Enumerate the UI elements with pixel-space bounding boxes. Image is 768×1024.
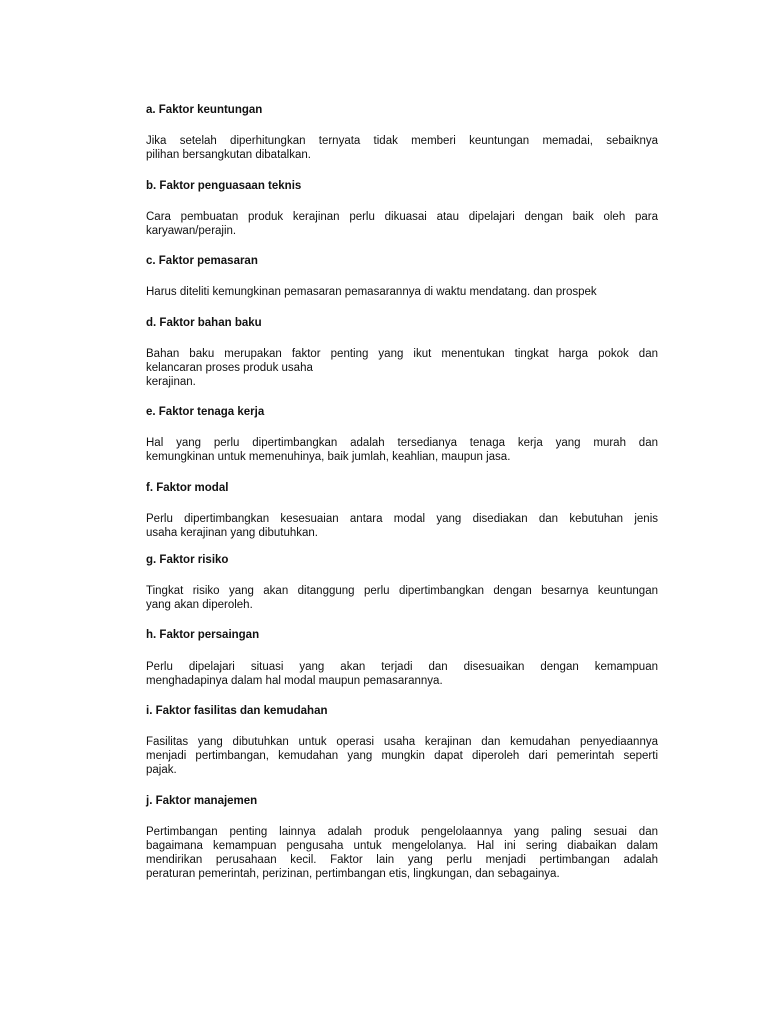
paragraph-line: Perlu dipertimbangkan kesesuaian antara modal yang disediakan dan kebutuhan jenis: [146, 513, 658, 525]
section-bahan-baku-body: [146, 347, 658, 389]
section-paragraph: [146, 347, 658, 389]
section-paragraph: [146, 134, 658, 162]
section-bahan-baku: [146, 316, 658, 330]
section-risiko-body: [146, 584, 658, 612]
section-keuntungan: [146, 103, 658, 117]
paragraph-line: Harus diteliti kemungkinan pemasaran pemasarannya di waktu mendatang. dan prospek: [146, 286, 597, 298]
paragraph-line: yang akan diperoleh.: [146, 599, 253, 611]
section-keuntungan-body: [146, 134, 658, 162]
paragraph-line: menghadapinya dalam hal modal maupun pemasarannya.: [146, 675, 443, 687]
paragraph-line: Perlu dipelajari situasi yang akan terjadi dan disesuaikan dengan kemampuan: [146, 661, 658, 673]
section-penguasaan-teknis: [146, 179, 658, 193]
paragraph-line: kelancaran proses produk usaha: [146, 362, 313, 374]
section-heading: h. Faktor persaingan: [146, 629, 260, 641]
section-heading: i. Faktor fasilitas dan kemudahan: [146, 705, 328, 717]
paragraph-line: Cara pembuatan produk kerajinan perlu dikuasai atau dipelajari dengan baik oleh para: [146, 211, 658, 223]
section-fasilitas-kemudahan-body: [146, 735, 658, 777]
section-paragraph: [146, 210, 658, 238]
section-paragraph: [146, 660, 658, 688]
section-tenaga-kerja: [146, 405, 658, 419]
paragraph-line: mendirikan perusahaan kecil. Faktor lain yang perlu menjadi pertimbangan adalah: [146, 854, 658, 866]
section-penguasaan-teknis-body: [146, 210, 658, 238]
paragraph-line: kemungkinan untuk memenuhinya, baik jumlah, keahlian, maupun jasa.: [146, 451, 511, 463]
paragraph-line: Jika setelah diperhitungkan ternyata tidak memberi keuntungan memadai, sebaiknya: [146, 135, 658, 147]
paragraph-line: usaha kerajinan yang dibutuhkan.: [146, 527, 318, 539]
paragraph-line: bagaimana kemampuan pengusaha untuk mengelolanya. Hal ini sering diabaikan dalam: [146, 840, 658, 852]
paragraph-line: peraturan pemerintah, perizinan, pertimbangan etis, lingkungan, dan sebagainya.: [146, 868, 560, 880]
section-manajemen-body: [146, 825, 658, 881]
section-persaingan-body: [146, 660, 658, 688]
section-tenaga-kerja-body: [146, 436, 658, 464]
section-persaingan: [146, 628, 658, 642]
paragraph-line: Tingkat risiko yang akan ditanggung perlu dipertimbangkan dengan besarnya keuntungan: [146, 585, 658, 597]
paragraph-line: Bahan baku merupakan faktor penting yang ikut menentukan tingkat harga pokok dan: [146, 348, 658, 360]
section-heading: a. Faktor keuntungan: [146, 104, 263, 116]
section-fasilitas-kemudahan: [146, 704, 658, 718]
section-heading: c. Faktor pemasaran: [146, 255, 258, 267]
paragraph-line: karyawan/perajin.: [146, 225, 237, 237]
paragraph-line: pilihan bersangkutan dibatalkan.: [146, 149, 311, 161]
section-risiko: [146, 553, 658, 567]
section-heading: g. Faktor risiko: [146, 554, 229, 566]
paragraph-line: pajak.: [146, 764, 177, 776]
section-heading: d. Faktor bahan baku: [146, 317, 262, 329]
section-pemasaran-body: [146, 285, 658, 299]
paragraph-line: Hal yang perlu dipertimbangkan adalah tersedianya tenaga kerja yang murah dan: [146, 437, 658, 449]
section-modal: [146, 481, 658, 495]
section-paragraph: [146, 512, 658, 540]
section-paragraph: [146, 285, 658, 299]
paragraph-line: menjadi pertimbangan, kemudahan yang mungkin dapat diperoleh dari pemerintah seperti: [146, 750, 658, 762]
section-paragraph: [146, 735, 658, 777]
section-heading: j. Faktor manajemen: [146, 795, 258, 807]
section-manajemen: [146, 794, 658, 808]
section-paragraph: [146, 825, 658, 881]
section-modal-body: [146, 512, 658, 540]
paragraph-line: Fasilitas yang dibutuhkan untuk operasi usaha kerajinan dan kemudahan penyediaannya: [146, 736, 658, 748]
section-pemasaran: [146, 254, 658, 268]
section-heading: f. Faktor modal: [146, 482, 229, 494]
section-paragraph: [146, 584, 658, 612]
section-heading: b. Faktor penguasaan teknis: [146, 180, 302, 192]
paragraph-line: kerajinan.: [146, 376, 196, 388]
paragraph-line: Pertimbangan penting lainnya adalah produk pengelolaannya yang paling sesuai dan: [146, 826, 658, 838]
section-paragraph: [146, 436, 658, 464]
section-heading: e. Faktor tenaga kerja: [146, 406, 265, 418]
